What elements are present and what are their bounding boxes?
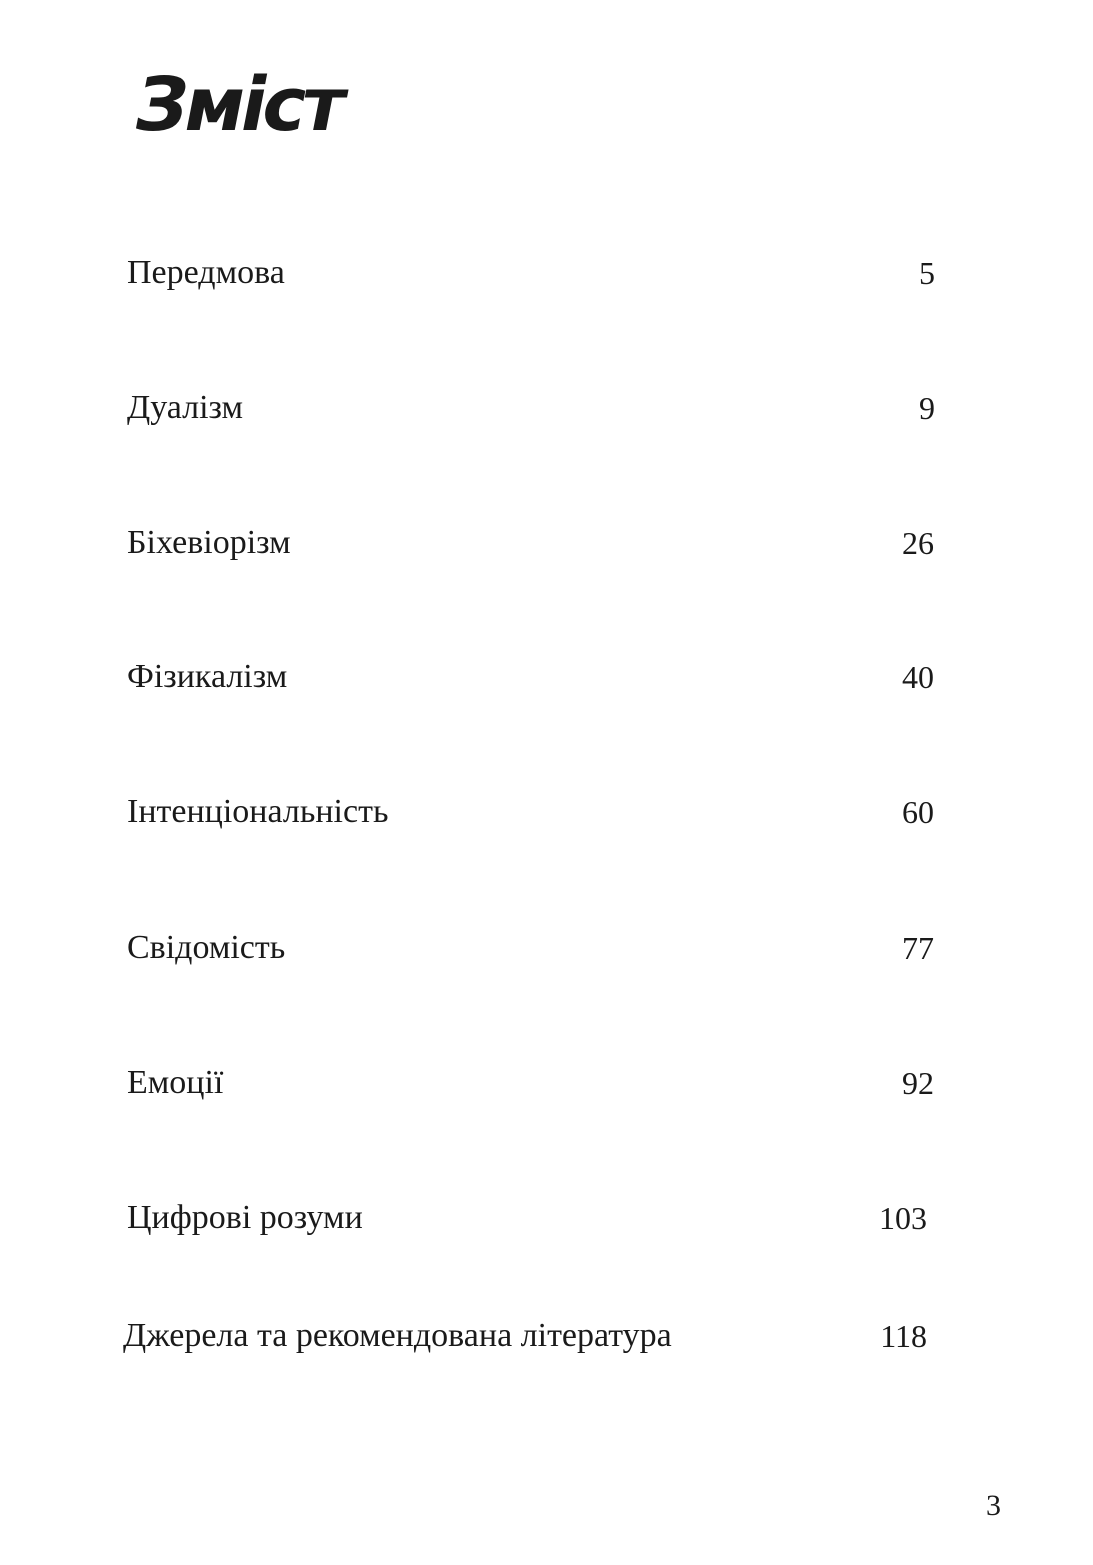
toc-entry-page: 26 bbox=[902, 525, 934, 561]
toc-entry-title: Біхевіорізм bbox=[127, 524, 291, 561]
toc-entry bbox=[0, 388, 1093, 428]
toc-entry bbox=[0, 792, 1093, 832]
toc-entry-page: 118 bbox=[880, 1318, 927, 1354]
toc-entry-title: Емоції bbox=[127, 1064, 224, 1101]
toc-entry-page: 60 bbox=[902, 794, 934, 830]
toc-entry bbox=[0, 1063, 1093, 1103]
toc-entry bbox=[0, 1316, 1093, 1356]
toc-entry-title: Передмова bbox=[127, 254, 285, 291]
toc-entry bbox=[0, 1198, 1093, 1238]
toc-entry-title: Свідомість bbox=[127, 929, 286, 966]
toc-entry-page: 9 bbox=[919, 390, 935, 426]
toc-entry-page: 103 bbox=[879, 1200, 927, 1236]
toc-entry-title: Фізикалізм bbox=[127, 658, 288, 695]
toc-entry bbox=[0, 657, 1093, 697]
toc-entry-page: 5 bbox=[919, 255, 935, 291]
toc-entry-title: Цифрові розуми bbox=[127, 1199, 363, 1236]
page-title: Зміст bbox=[136, 62, 342, 148]
toc-entry bbox=[0, 928, 1093, 968]
toc-entry-page: 40 bbox=[902, 659, 934, 695]
toc-entry-page: 92 bbox=[902, 1065, 934, 1101]
toc-entry bbox=[0, 523, 1093, 563]
toc-entry-page: 77 bbox=[902, 930, 934, 966]
toc-entry bbox=[0, 253, 1093, 293]
page-number: 3 bbox=[986, 1489, 1001, 1522]
toc-entry-title: Дуалізм bbox=[127, 389, 244, 426]
toc-entry-title: Джерела та рекомендована література bbox=[123, 1317, 672, 1354]
toc-entry-title: Інтенціональність bbox=[127, 793, 389, 830]
